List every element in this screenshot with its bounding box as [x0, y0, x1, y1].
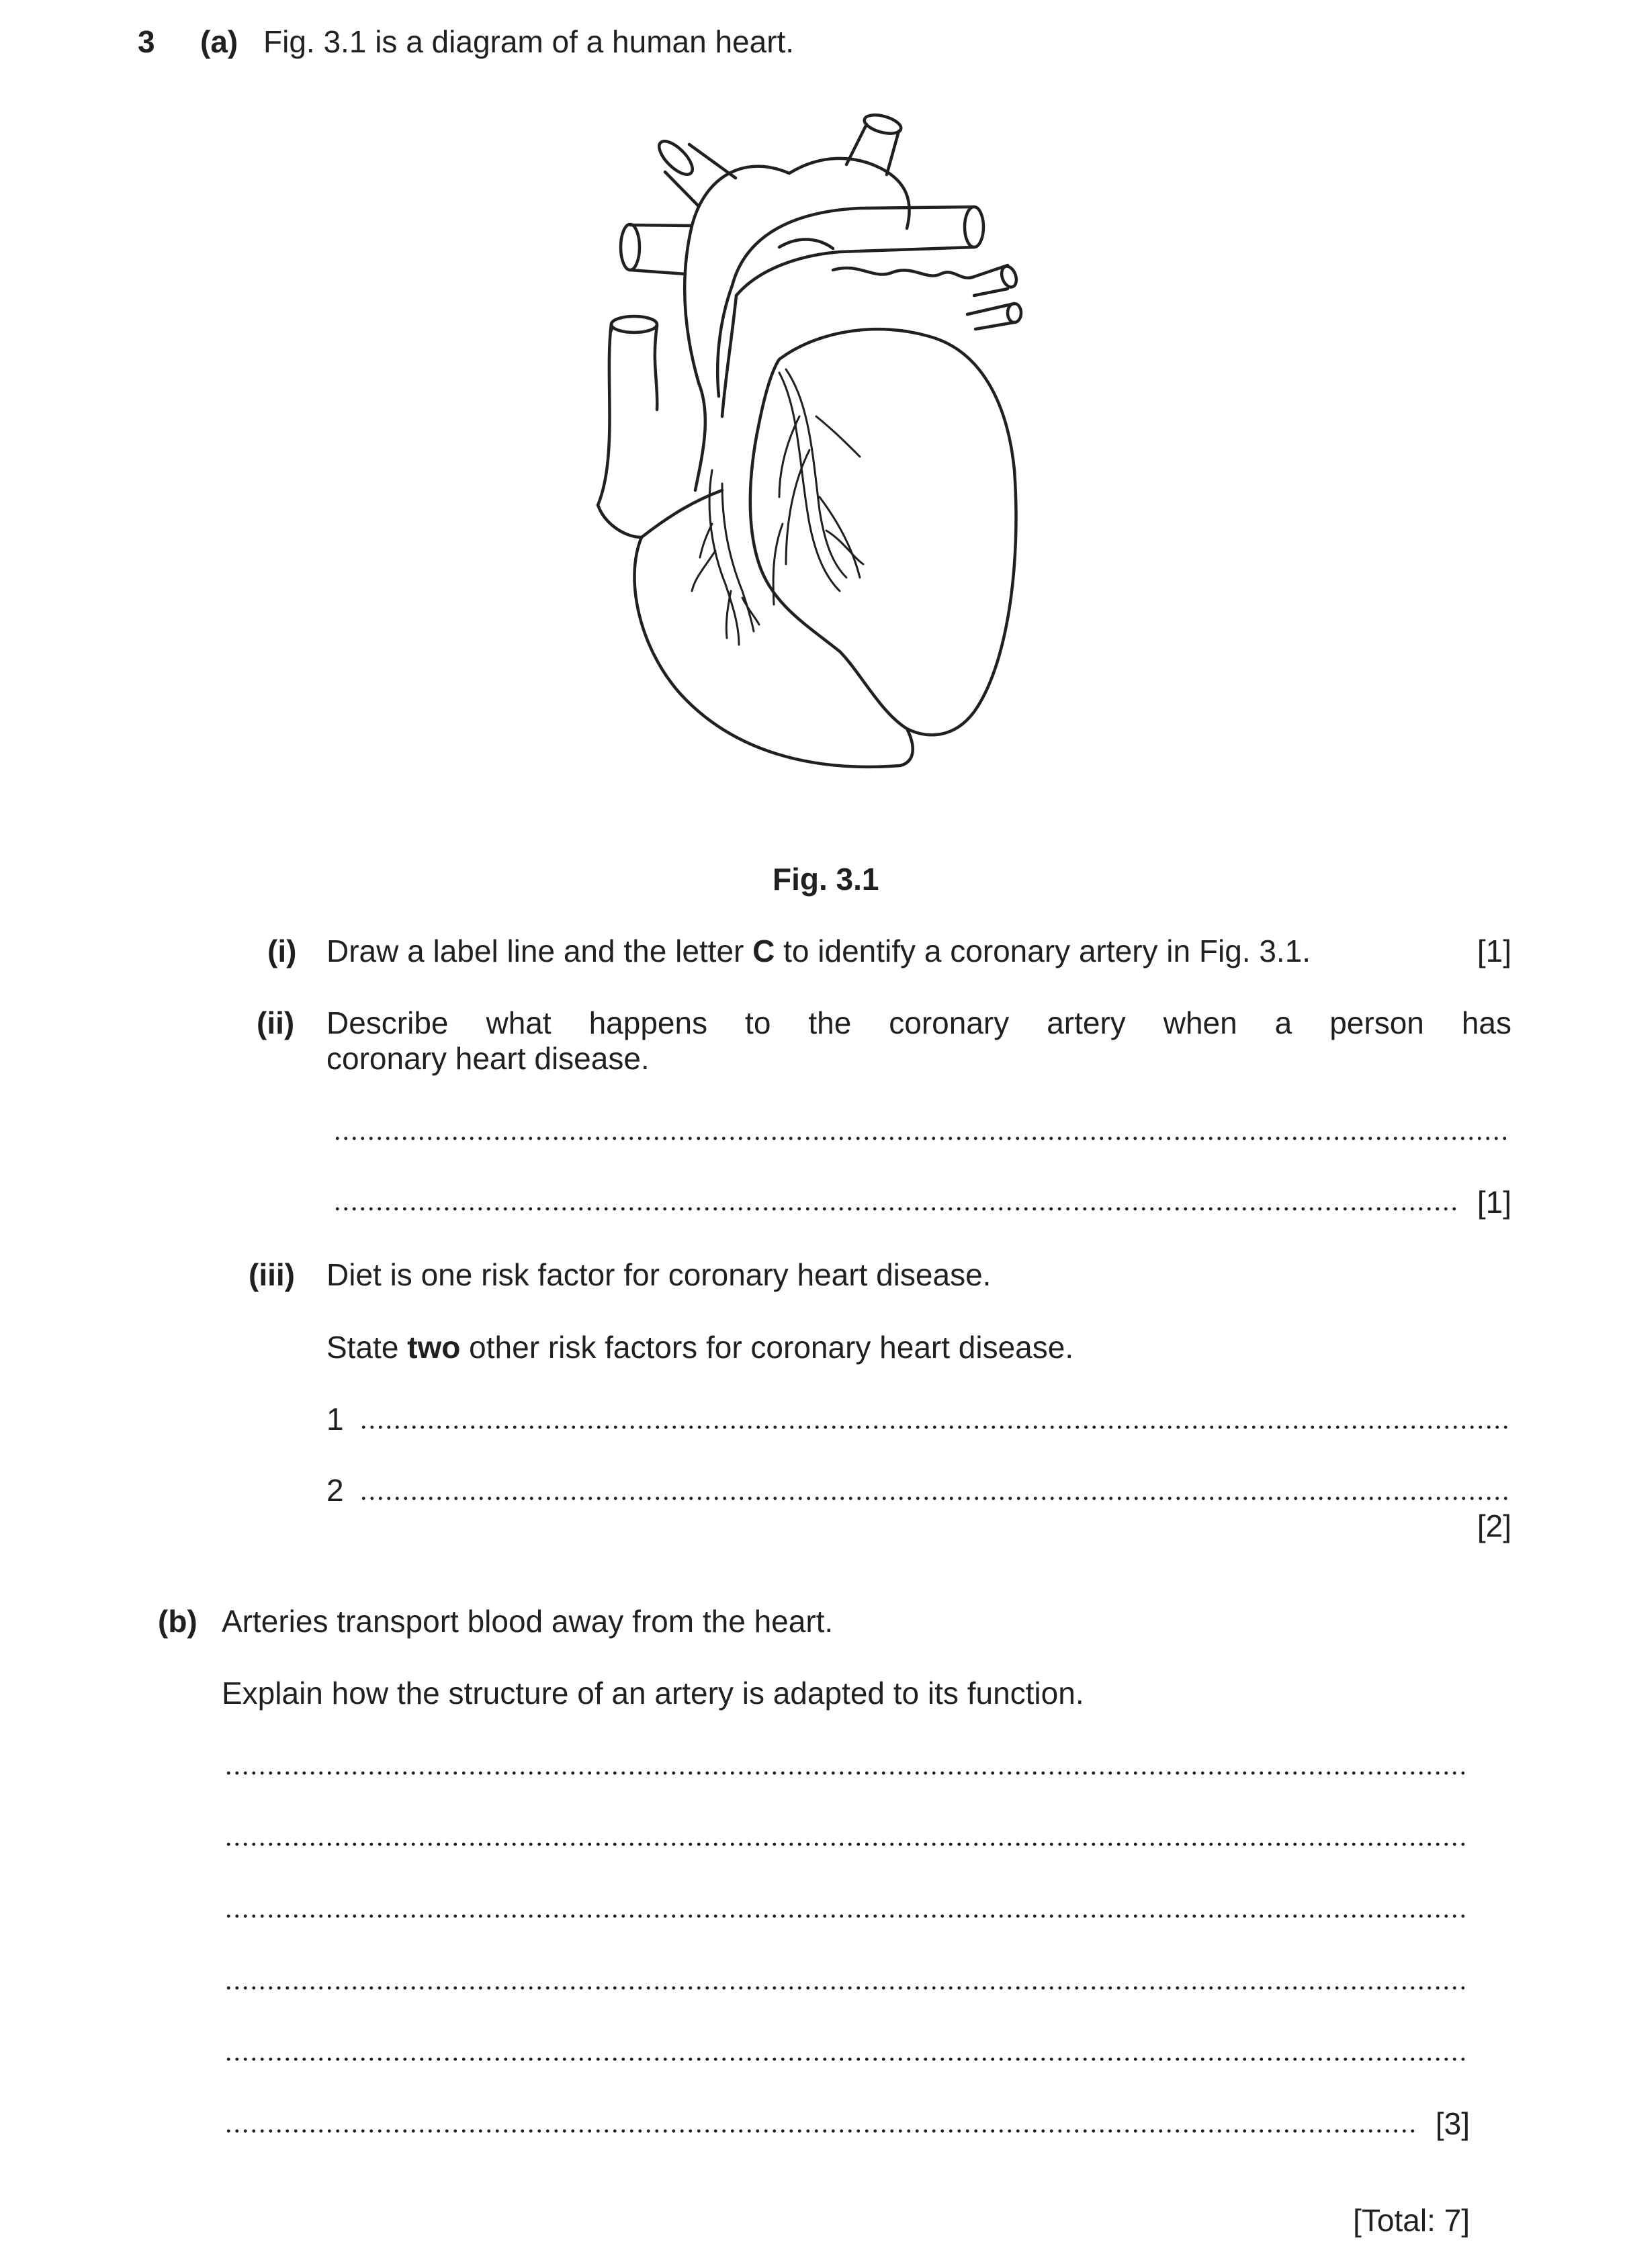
part-a-ii-label: (ii) — [257, 1005, 295, 1040]
part-a-i-text — [326, 934, 1311, 969]
part-a-i-label: (i) — [267, 934, 297, 968]
part-a-ii-line1: Describe what happens to the coronary artery when a person has — [326, 1005, 1511, 1040]
left-ventricle — [750, 329, 1016, 735]
coronary-artery-right — [709, 470, 739, 645]
answer-line-b-5[interactable] — [224, 2056, 1468, 2062]
figure-caption: Fig. 3.1 — [773, 862, 879, 897]
part-b-marks: [3] — [1435, 2106, 1470, 2141]
answer-line-b-1[interactable] — [224, 1770, 1468, 1776]
part-a-iii-prompt — [326, 1330, 1073, 1365]
part-a-iii-label: (iii) — [249, 1257, 295, 1292]
part-a-i-text-after: to identify a coronary artery in Fig. 3.1. — [775, 934, 1311, 968]
part-b-prompt: Explain how the structure of an artery is adapted to its function. — [222, 1676, 1084, 1711]
part-a-label: (a) — [200, 24, 238, 59]
part-b-label: (b) — [158, 1604, 197, 1639]
part-a-iii-text: Diet is one risk factor for coronary heart disease. — [326, 1257, 992, 1292]
part-a-i-marks: [1] — [1477, 934, 1511, 968]
question-total: [Total: 7] — [1353, 2203, 1470, 2238]
part-a-i-text-before: Draw a label line and the letter — [326, 934, 753, 968]
answer-line-a-iii-1[interactable] — [359, 1424, 1510, 1431]
part-a-ii-line2: coronary heart disease. — [326, 1041, 650, 1076]
part-a-iii-item2: 2 — [326, 1473, 344, 1508]
question-number: 3 — [138, 24, 155, 59]
answer-line-b-2[interactable] — [224, 1841, 1468, 1848]
answer-line-b-4[interactable] — [224, 1985, 1468, 1991]
heart-diagram — [578, 94, 1048, 792]
part-b-text: Arteries transport blood away from the heart. — [222, 1604, 834, 1639]
answer-line-a-iii-2[interactable] — [359, 1495, 1510, 1502]
answer-line-a-ii-2[interactable] — [333, 1206, 1456, 1212]
answer-line-a-ii-1[interactable] — [333, 1135, 1510, 1142]
answer-line-b-6[interactable] — [224, 2128, 1415, 2134]
part-a-iii-state-after: other risk factors for coronary heart disease. — [460, 1330, 1074, 1365]
right-ventricle — [634, 490, 912, 767]
coronary-artery-left — [779, 373, 840, 591]
part-a-i-letter: C — [752, 934, 775, 968]
part-a-ii-marks: [1] — [1477, 1185, 1511, 1220]
part-a-iii-state-bold: two — [407, 1330, 461, 1365]
part-a-iii-marks: [2] — [1477, 1508, 1511, 1543]
part-a-iii-state-before: State — [326, 1330, 408, 1365]
superior-vena-cava — [598, 324, 611, 505]
part-a-iii-item1: 1 — [326, 1402, 344, 1437]
answer-line-b-3[interactable] — [224, 1913, 1468, 1919]
vena-cava-opening — [611, 316, 657, 332]
part-a-intro: Fig. 3.1 is a diagram of a human heart. — [263, 24, 795, 59]
